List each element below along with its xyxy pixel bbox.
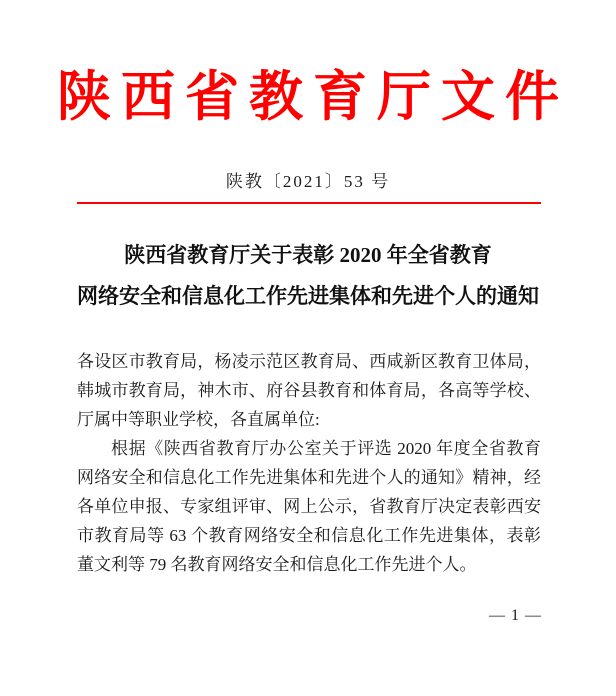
document-header-title: 陕西省教育厅文件 xyxy=(57,67,569,127)
body-paragraph: 根据《陕西省教育厅办公室关于评选 2020 年度全省教育网络安全和信息化工作先进集体和先进个人的通知》精神，经各单位申报、专家组评审、网上公示，省教育厅决定表彰西安市教育局等 63 个教育网络安全和信息化工作先进集体，表彰董文利等 79 名教育网络安全和信息化工作先进个人。 xyxy=(77,439,541,574)
document-title-line-2: 网络安全和信息化工作先进集体和先进个人的通知 xyxy=(77,284,539,308)
document-body xyxy=(77,347,541,579)
document-title xyxy=(0,235,616,317)
document-number: 陕教〔2021〕53 号 xyxy=(225,172,391,191)
addressee-paragraph: 各设区市教育局，杨凌示范区教育局、西咸新区教育卫体局，韩城市教育局，神木市、府谷县教育和体育局，各高等学校、厅属中等职业学校，各直属单位: xyxy=(77,352,541,429)
document-title-line-1: 陕西省教育厅关于表彰 2020 年全省教育 xyxy=(124,243,492,267)
page-number: — 1 — xyxy=(489,607,542,624)
red-divider-line xyxy=(77,202,541,204)
